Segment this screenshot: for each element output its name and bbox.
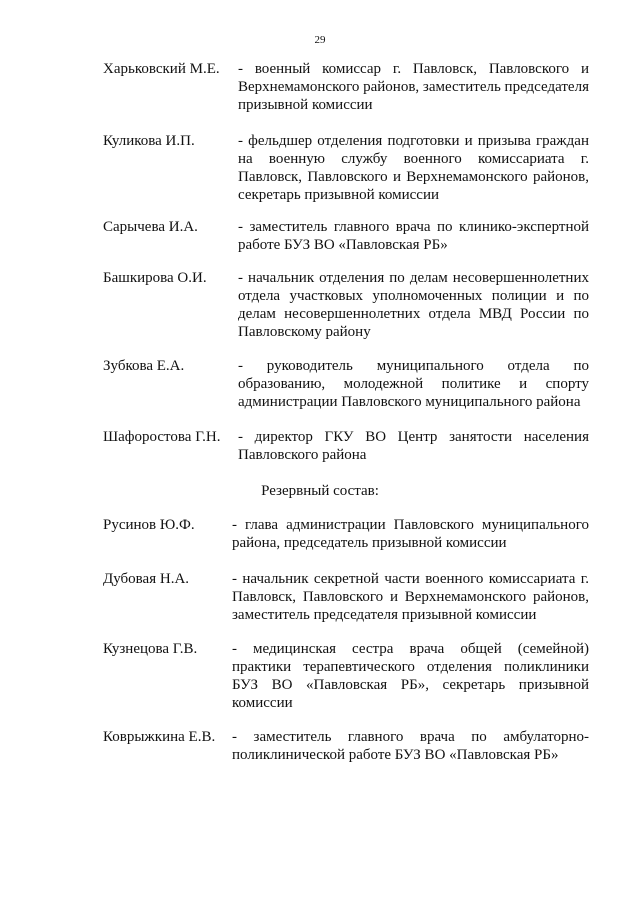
member-role (238, 132, 589, 204)
page-number: 29 (314, 34, 326, 46)
role-line: делам несовершеннолетних отдела МВД России по (238, 306, 589, 322)
member-role (238, 269, 589, 341)
role-line: образованию, молодежной политике и спорту (238, 376, 589, 392)
role-line: - начальник секретной части военного комиссариата г. (232, 571, 589, 587)
member-role (238, 428, 589, 464)
role-line: - глава администрации Павловского муниципального (232, 517, 589, 533)
role-line: Павловск, Павловского и Верхнемамонского районов, (232, 589, 589, 605)
role-line: поликлинической работе БУЗ ВО «Павловская РБ» (232, 747, 559, 763)
member-name: Русинов Ю.Ф. (103, 517, 195, 533)
member-name: Дубовая Н.А. (103, 571, 190, 587)
role-line: отдела участковых уполномоченных полиции и по (238, 288, 589, 304)
role-line: - военный комиссар г. Павловск, Павловского и (238, 61, 589, 77)
member-role (232, 640, 589, 712)
role-line: - директор ГКУ ВО Центр занятости населения (238, 429, 589, 445)
member-name: Шафоростова Г.Н. (103, 429, 221, 445)
role-line: - медицинская сестра врача общей (семейной) (232, 641, 589, 657)
member-name: Башкирова О.И. (103, 270, 207, 286)
role-line: комиссии (232, 695, 293, 711)
member-name: Сарычева И.А. (103, 219, 198, 235)
role-line: администрации Павловского муниципального района (238, 394, 581, 410)
role-line: призывной комиссии (238, 97, 373, 113)
role-line: БУЗ ВО «Павловская РБ», секретарь призывной (232, 677, 589, 693)
role-line: практики терапевтического отделения поликлиники (232, 659, 589, 675)
member-role (232, 570, 589, 624)
role-line: заместитель председателя призывной комиссии (232, 607, 537, 623)
member-name: Коврыжкина Е.В. (103, 729, 216, 745)
member-role (232, 516, 589, 552)
member-name: Куликова И.П. (103, 133, 195, 149)
role-line: - руководитель муниципального отдела по (238, 358, 589, 374)
role-line: - начальник отделения по делам несовершеннолетних (238, 270, 589, 286)
role-line: Павловскому району (238, 324, 371, 340)
role-line: секретарь призывной комиссии (238, 187, 440, 203)
member-role (238, 357, 589, 411)
role-line: - заместитель главного врача по клинико-экспертной (238, 219, 589, 235)
role-line: - фельдшер отделения подготовки и призыва граждан (238, 133, 589, 149)
reserve-section-title: Резервный состав: (261, 483, 379, 499)
member-role (238, 60, 589, 114)
role-line: Верхнемамонского районов, заместитель председателя (238, 79, 589, 95)
member-name: Харьковский М.Е. (103, 61, 220, 77)
role-line: - заместитель главного врача по амбулаторно- (232, 729, 589, 745)
role-line: на военную службу военного комиссариата г. (238, 151, 589, 167)
role-line: работе БУЗ ВО «Павловская РБ» (238, 237, 448, 253)
member-role (238, 218, 589, 254)
role-line: района, председатель призывной комиссии (232, 535, 507, 551)
member-name: Зубкова Е.А. (103, 358, 185, 374)
role-line: Павловск, Павловского и Верхнемамонского районов, (238, 169, 589, 185)
member-role (232, 728, 589, 764)
role-line: Павловского района (238, 447, 367, 463)
member-name: Кузнецова Г.В. (103, 641, 198, 657)
